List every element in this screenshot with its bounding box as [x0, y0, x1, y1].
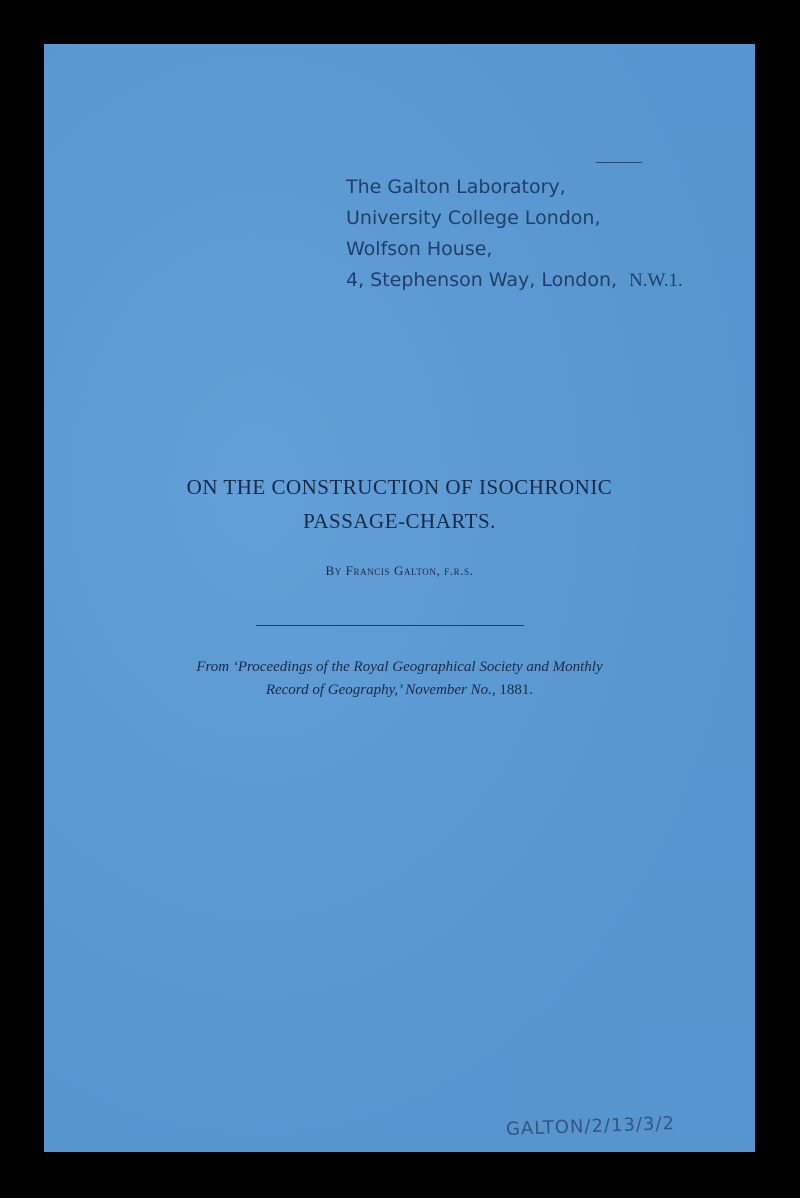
document-title	[44, 470, 755, 538]
library-stamp	[346, 172, 746, 296]
source-citation	[44, 656, 755, 702]
horizontal-rule	[256, 625, 524, 626]
stamp-line-1: The Galton Laboratory,	[346, 176, 566, 198]
archive-reference: GALTON/2/13/3/2	[505, 1113, 676, 1140]
author-byline: By Francis Galton, f.r.s.	[325, 563, 474, 578]
source-line-2	[44, 679, 755, 702]
stamp-postcode: N.W.1.	[629, 270, 683, 291]
source-text: Record of Geography,’ November No.,	[265, 682, 496, 698]
stamp-line-3: Wolfson House,	[346, 238, 493, 260]
stamp-address: 4, Stephenson Way, London,	[346, 269, 618, 291]
document-page	[44, 44, 755, 1152]
stamp-line-2: University College London,	[346, 207, 601, 229]
title-line-1: ON THE CONSTRUCTION OF ISOCHRONIC	[186, 475, 613, 499]
title-line-2: PASSAGE-CHARTS.	[303, 509, 496, 533]
stamp-divider	[596, 162, 642, 163]
source-line-1: From ‘Proceedings of the Royal Geographical Society and Monthly	[196, 659, 603, 675]
source-year: 1881.	[499, 682, 534, 698]
stamp-line-4	[346, 265, 746, 296]
